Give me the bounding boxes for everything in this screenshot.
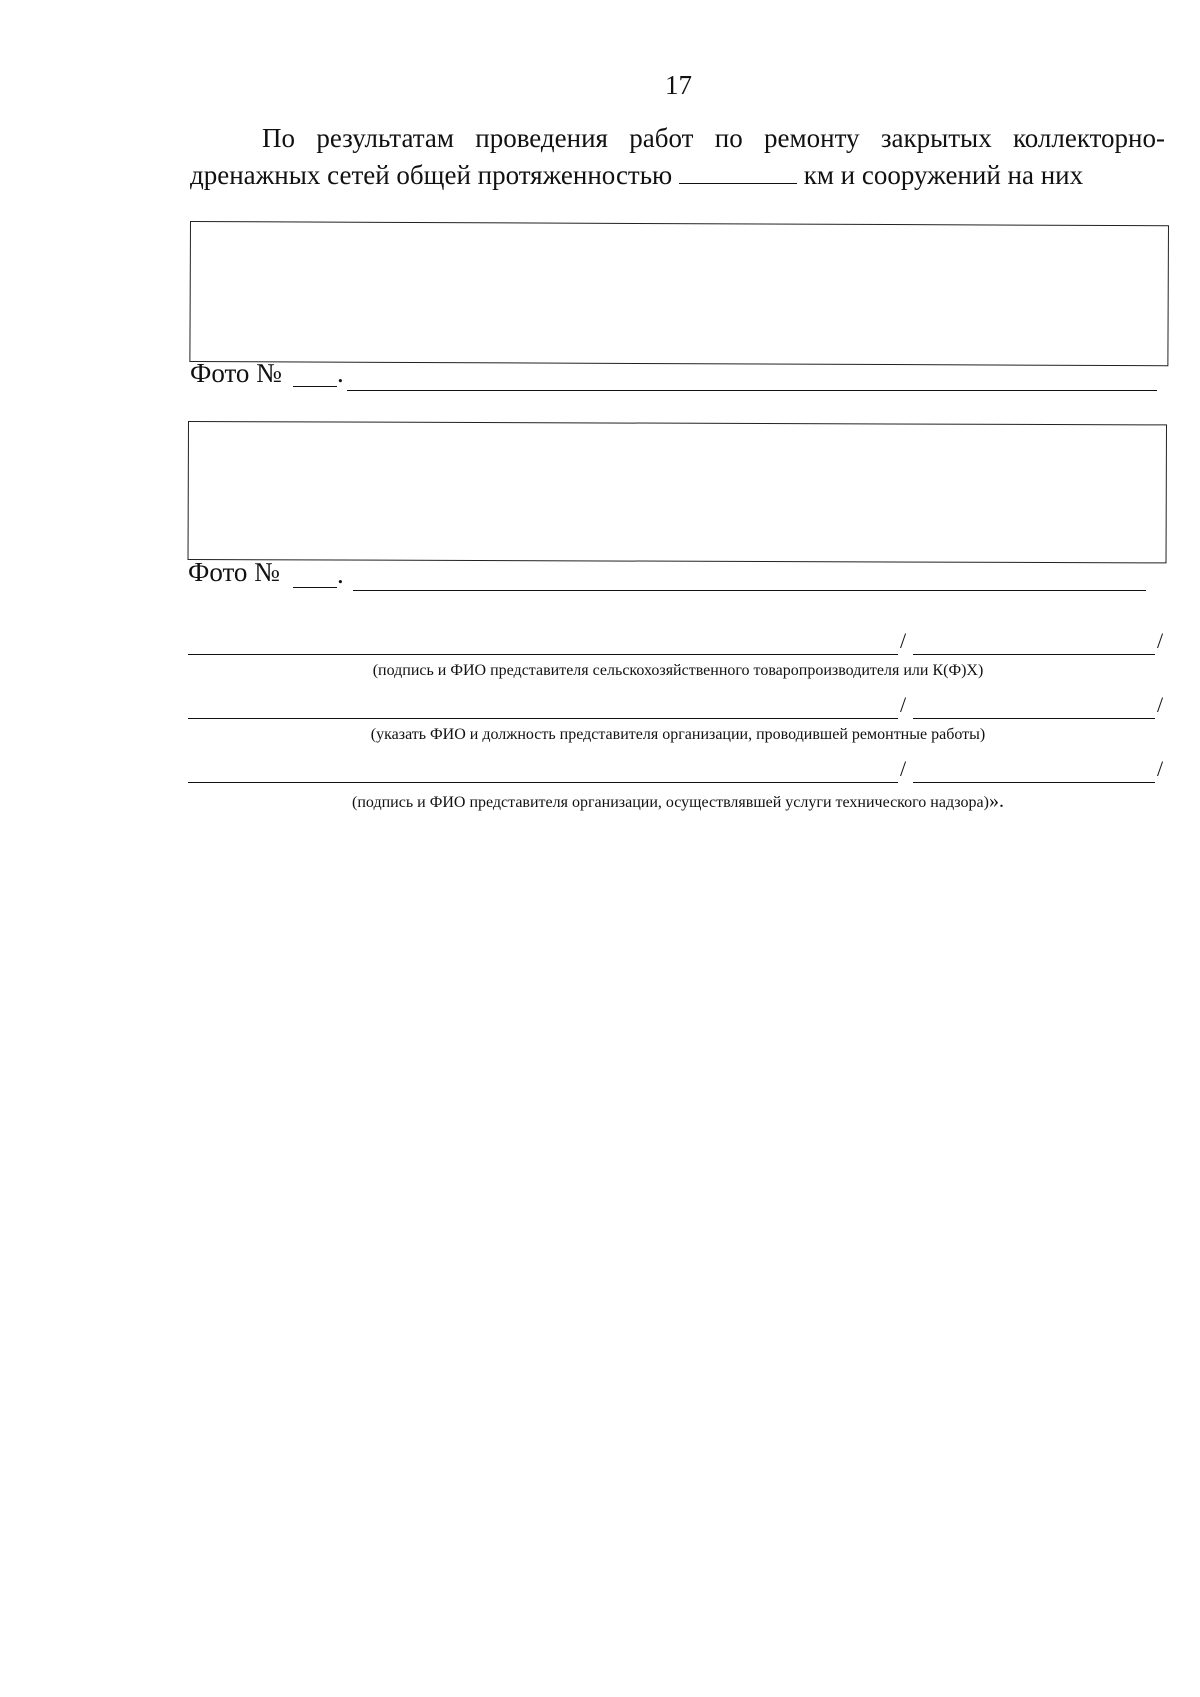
photo-number-field-2[interactable] [293,587,337,588]
photo-frame-2 [188,421,1167,563]
signature-slash-3a: / [900,756,907,781]
name-field-3[interactable] [913,782,1155,783]
photo-dot-2: . [337,559,344,589]
photo-description-field-2[interactable] [353,590,1146,591]
signature-slash-3b: / [1157,756,1164,781]
intro-line-1: По результатам проведения работ по ремонту закрытых коллекторно- [262,123,1165,153]
signature-slash-1b: / [1157,628,1164,653]
signature-slash-2a: / [900,692,907,717]
signature-caption-3-text: (подпись и ФИО представителя организации, осуществлявшей услуги технического надзора) [352,794,989,811]
intro-paragraph [190,120,1165,194]
signature-caption-1: (подпись и ФИО представителя сельскохозяйственного товаропроизводителя или К(Ф)Х) [372,662,984,679]
photo-caption-2 [188,557,280,588]
photo-label-2: Фото № [188,557,280,587]
name-field-2[interactable] [913,718,1155,719]
name-field-1[interactable] [913,654,1155,655]
intro-line-2-suffix: км и сооружений на них [803,160,1084,190]
signature-field-3[interactable] [188,782,898,783]
photo-label-1: Фото № [190,358,282,388]
intro-line-2 [190,157,1165,194]
signature-slash-1a: / [900,628,907,653]
length-blank-field[interactable] [679,182,797,184]
intro-line-2-prefix: дренажных сетей общей протяженностью [190,160,673,190]
page-number: 17 [665,70,692,100]
closing-quote: ». [988,790,1004,812]
photo-caption-1 [190,358,282,389]
signature-field-1[interactable] [188,654,898,655]
signature-field-2[interactable] [188,718,898,719]
photo-dot-1: . [337,358,344,388]
signature-caption-2: (указать ФИО и должность представителя организации, проводившей ремонтные работы) [370,726,986,743]
signature-caption-3 [188,790,1168,813]
photo-frame-1 [189,221,1169,366]
signature-slash-2b: / [1157,692,1164,717]
photo-number-field-1[interactable] [293,386,337,387]
photo-description-field-1[interactable] [347,390,1157,391]
